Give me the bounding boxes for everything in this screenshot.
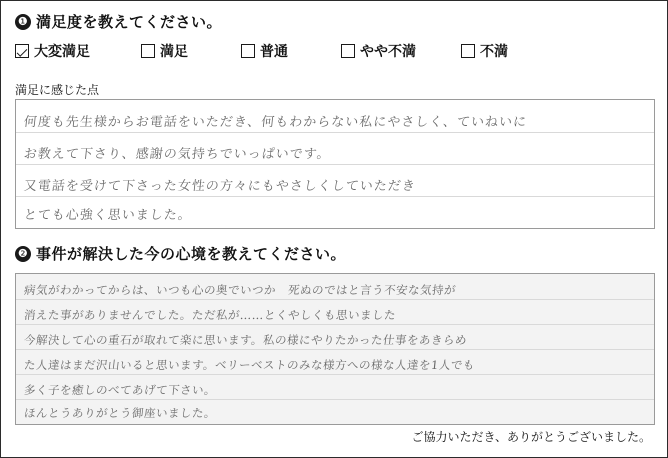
rule-line (16, 299, 654, 300)
question-1-text: 満足度を教えてください。 (36, 14, 223, 31)
choice-neutral[interactable] (241, 41, 288, 61)
checkbox-somewhat-dissatisfied[interactable] (341, 44, 355, 58)
rule-line (16, 399, 654, 400)
choice-dissatisfied[interactable] (461, 41, 508, 61)
handwriting-line: 多く子を癒しのべてあげて下さい。 (23, 383, 217, 397)
answer-box-2[interactable] (15, 273, 655, 425)
question-1 (15, 11, 222, 32)
handwriting-line: 又電話を受けて下さった女性の方々にもやさしくしていただき (23, 179, 417, 194)
handwriting-line: 病気がわかってからは、いつも心の奥でいつか 死ぬのではと言う不安な気持が (23, 283, 457, 297)
handwriting-line: お教えて下さり、感謝の気持ちでいっぱいです。 (23, 147, 332, 162)
checkbox-neutral[interactable] (241, 44, 255, 58)
question-1-choices (15, 41, 655, 63)
checkbox-dissatisfied[interactable] (461, 44, 475, 58)
choice-dissatisfied-label: 不満 (480, 43, 508, 59)
checkbox-very-satisfied[interactable] (15, 44, 29, 58)
choice-neutral-label: 普通 (260, 43, 288, 59)
question-2-number: ❷ (15, 246, 31, 262)
rule-line (16, 164, 654, 165)
question-2 (15, 243, 346, 264)
choice-somewhat-dissatisfied-label: やや不満 (360, 43, 416, 59)
rule-line (16, 324, 654, 325)
choice-satisfied-label: 満足 (160, 43, 188, 59)
choice-very-satisfied[interactable] (15, 41, 90, 61)
rule-line (16, 132, 654, 133)
checkbox-satisfied[interactable] (141, 44, 155, 58)
question-1-number: ❶ (15, 14, 31, 30)
section-1-caption: 満足に感じた点 (15, 83, 100, 97)
handwriting-line: た人達はまだ沢山いると思います。ベリーベストのみな様方への様な人達を1人でも (23, 358, 476, 372)
choice-very-satisfied-label: 大変満足 (34, 43, 90, 59)
handwriting-line: 消えた事がありませんでした。ただ私が……とくやしくも思いました (23, 308, 397, 322)
choice-satisfied[interactable] (141, 41, 188, 61)
question-2-text: 事件が解決した今の心境を教えてください。 (36, 246, 347, 263)
rule-line (16, 374, 654, 375)
handwriting-line: ほんとうありがとう御座いました。 (23, 406, 217, 420)
handwriting-line: 何度も先生様からお電話をいただき、何もわからない私にやさしく、ていねいに (23, 115, 528, 130)
handwriting-line: とても心強く思いました。 (23, 208, 193, 223)
rule-line (16, 349, 654, 350)
answer-box-1[interactable] (15, 99, 655, 229)
handwriting-line: 今解決して心の重石が取れて楽に思います。私の様にやりたかった仕事をあきらめ (23, 333, 468, 347)
choice-somewhat-dissatisfied[interactable] (341, 41, 416, 61)
rule-line (16, 196, 654, 197)
footer-thanks: ご協力いただき、ありがとうございました。 (411, 430, 651, 444)
